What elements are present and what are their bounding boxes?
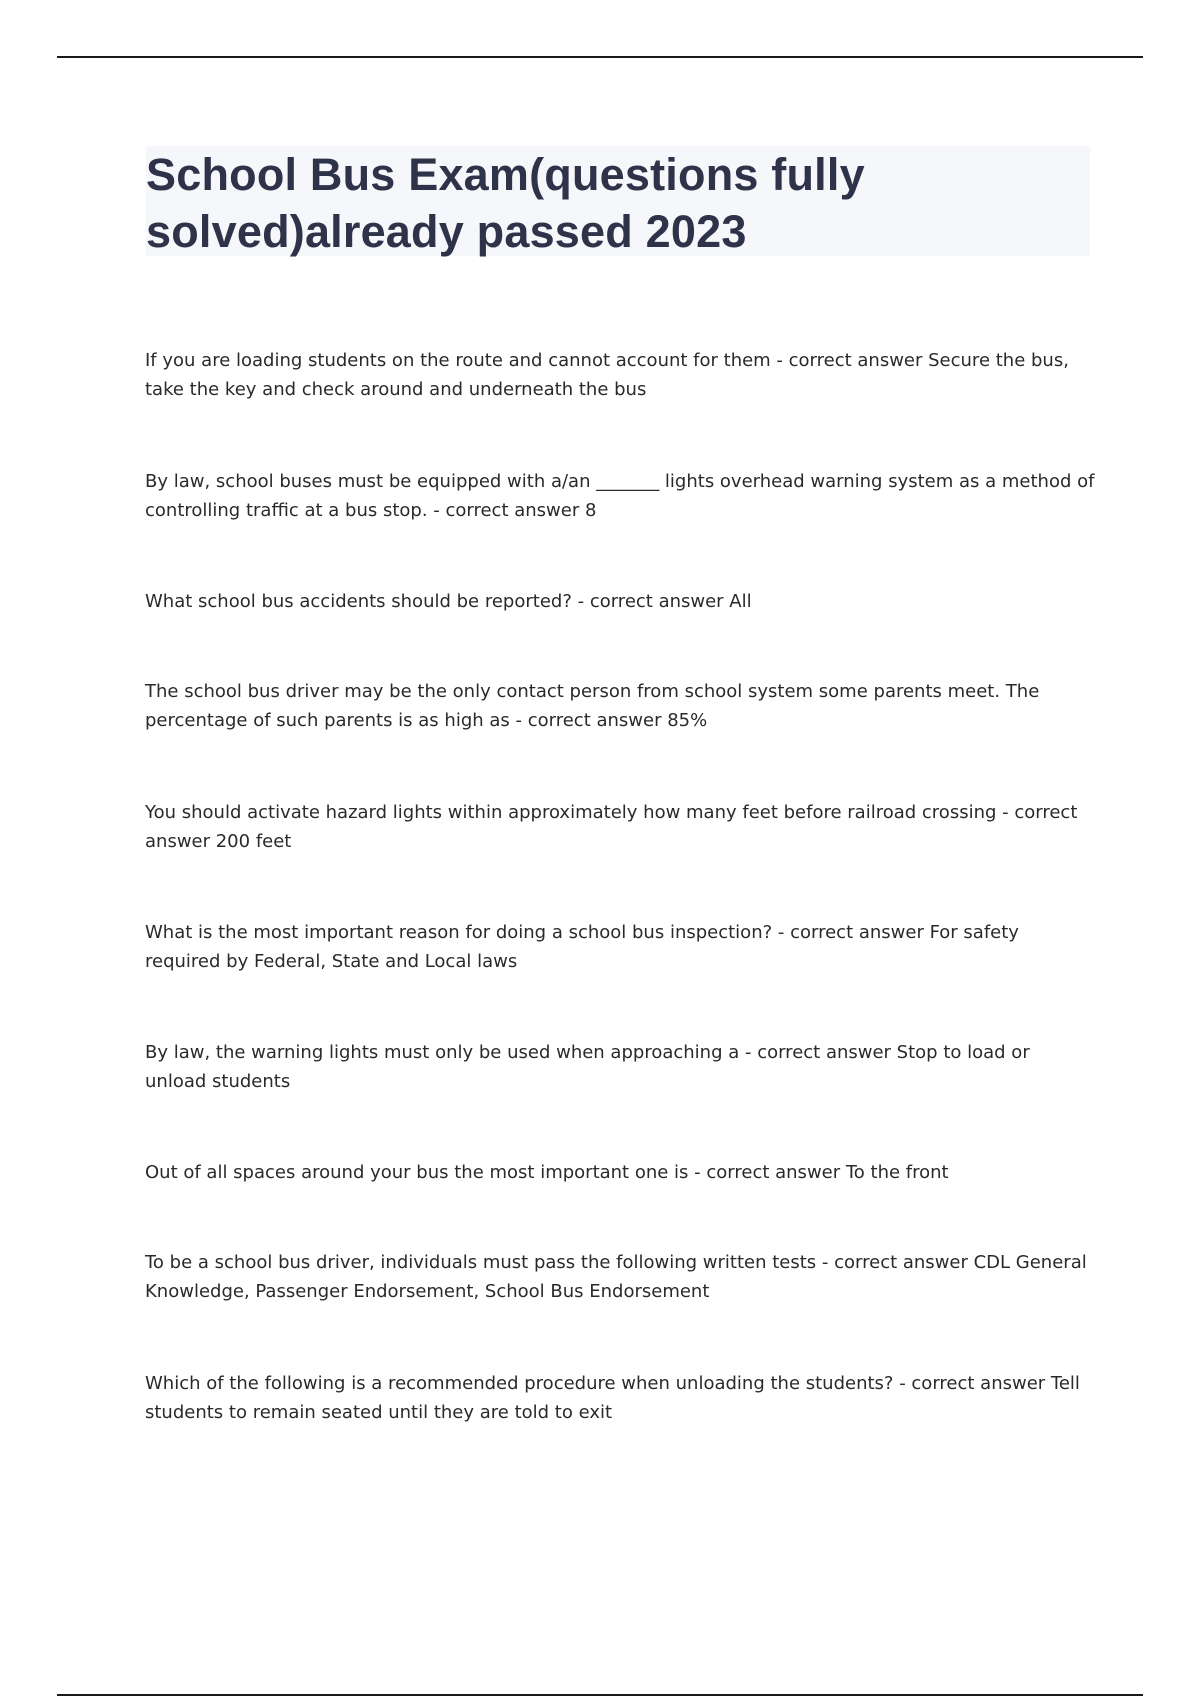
qa-item-8: Out of all spaces around your bus the most important one is - correct answer To the front [145, 1162, 949, 1183]
top-divider [57, 56, 1143, 58]
qa-item-3: What school bus accidents should be reported? - correct answer All [145, 591, 752, 612]
qa-item-6: What is the most important reason for doing a school bus inspection? - correct answer For safety required by Federal, State and Local laws [145, 922, 1019, 972]
qa-item-10: Which of the following is a recommended procedure when unloading the students? - correct answer Tell students to remain seated until they are told to exit [145, 1373, 1080, 1423]
qa-item-5: You should activate hazard lights within approximately how many feet before railroad crossing - correct answer 200 feet [145, 802, 1078, 852]
bottom-divider [57, 1694, 1143, 1696]
qa-item-2: By law, school buses must be equipped with a/an _______ lights overhead warning system as a method of controlling traffic at a bus stop. - correct answer 8 [145, 471, 1095, 521]
qa-item-4: The school bus driver may be the only contact person from school system some parents meet. The percentage of such parents is as high as - correct answer 85% [145, 681, 1040, 731]
qa-item-9: To be a school bus driver, individuals must pass the following written tests - correct answer CDL General Knowledge, Passenger Endorsement, School Bus Endorsement [145, 1252, 1087, 1302]
qa-item-7: By law, the warning lights must only be used when approaching a - correct answer Stop to load or unload students [145, 1042, 1030, 1092]
document-title: School Bus Exam(questions fully solved)already passed 2023 [146, 149, 865, 257]
qa-item-1: If you are loading students on the route and cannot account for them - correct answer Secure the bus, take the key and check around and underneath the bus [145, 350, 1069, 400]
